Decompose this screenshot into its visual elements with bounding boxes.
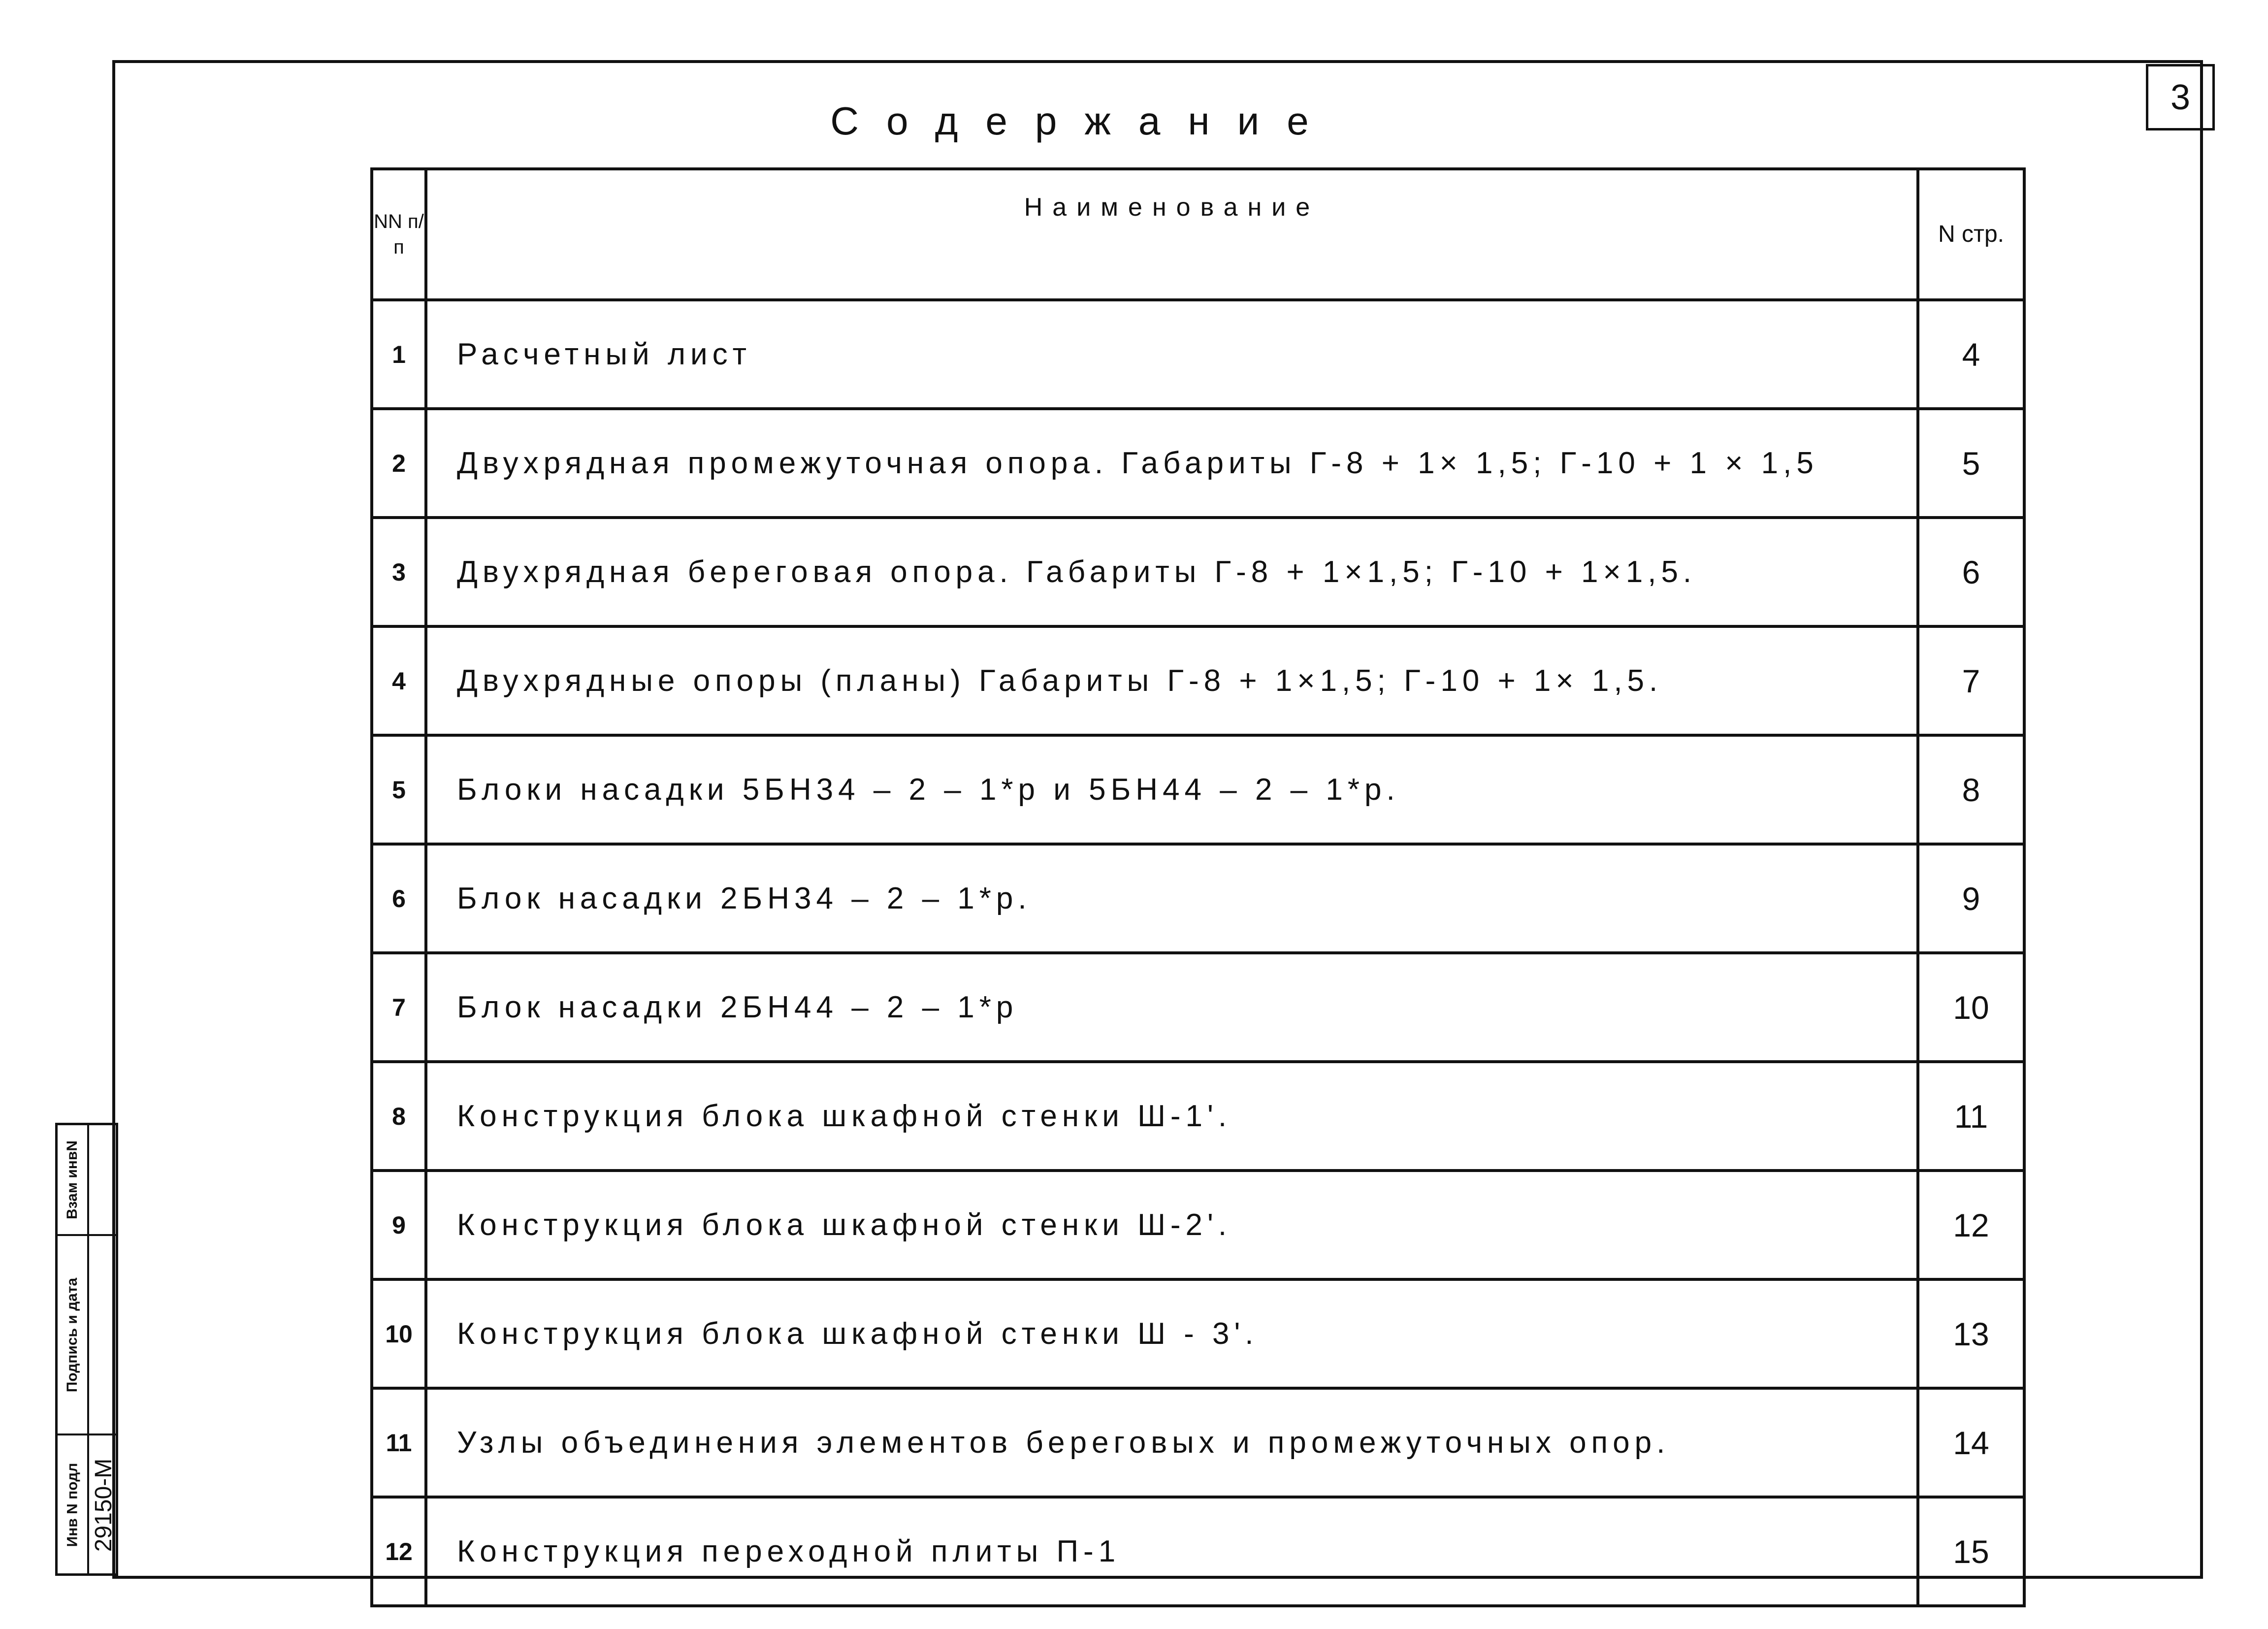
table-row <box>372 953 2024 1062</box>
header-page: N стр. <box>1918 169 2024 300</box>
stamp-label-inventory: Инв N подл <box>64 1463 80 1547</box>
row-number: 7 <box>372 953 426 1062</box>
stamp-cell <box>89 1236 118 1435</box>
row-name: Двухрядная береговая опора. Габариты Г-8 + 1×1,5; Г-10 + 1×1,5. <box>426 518 1918 626</box>
table-row <box>372 409 2024 518</box>
contents-table <box>370 167 2026 1607</box>
row-number: 3 <box>372 518 426 626</box>
row-page: 7 <box>1918 626 2024 735</box>
header-number: NN п/п <box>372 169 426 300</box>
row-name: Конструкция переходной плиты П-1 <box>426 1497 1918 1606</box>
row-name: Конструкция блока шкафной стенки Ш-2'. <box>426 1171 1918 1279</box>
row-name: Конструкция блока шкафной стенки Ш-1'. <box>426 1062 1918 1171</box>
inventory-number: 29150-М <box>91 1458 117 1552</box>
row-number: 10 <box>372 1279 426 1388</box>
row-name: Двухрядная промежуточная опора. Габариты Г-8 + 1× 1,5; Г-10 + 1 × 1,5 <box>426 409 1918 518</box>
row-page: 14 <box>1918 1388 2024 1497</box>
stamp-cell <box>58 1125 87 1236</box>
archive-stamp <box>55 1123 118 1576</box>
stamp-cell <box>89 1125 118 1236</box>
row-page: 8 <box>1918 735 2024 844</box>
table-row <box>372 518 2024 626</box>
stamp-cell <box>58 1435 87 1574</box>
table-header-row <box>372 169 2024 300</box>
table-row <box>372 1171 2024 1279</box>
row-page: 10 <box>1918 953 2024 1062</box>
sheet-number <box>2146 64 2215 130</box>
table-row <box>372 844 2024 953</box>
table-row <box>372 1388 2024 1497</box>
row-page: 12 <box>1918 1171 2024 1279</box>
row-page: 11 <box>1918 1062 2024 1171</box>
row-name: Блок насадки 2БН34 – 2 – 1*р. <box>426 844 1918 953</box>
row-page: 9 <box>1918 844 2024 953</box>
stamp-label-signature: Подпись и дата <box>64 1277 81 1392</box>
stamp-label-replacement: Взам инвN <box>64 1140 81 1219</box>
row-page: 15 <box>1918 1497 2024 1606</box>
row-name: Узлы объединения элементов береговых и промежуточных опор. <box>426 1388 1918 1497</box>
row-number: 12 <box>372 1497 426 1606</box>
row-page: 5 <box>1918 409 2024 518</box>
sheet-number-text: 3 <box>2170 77 2191 117</box>
row-number: 6 <box>372 844 426 953</box>
table-row <box>372 1279 2024 1388</box>
stamp-values-column <box>89 1125 118 1573</box>
row-number: 2 <box>372 409 426 518</box>
row-name: Расчетный лист <box>426 300 1918 409</box>
row-number: 11 <box>372 1388 426 1497</box>
row-number: 9 <box>372 1171 426 1279</box>
table-row <box>372 626 2024 735</box>
table-row <box>372 1062 2024 1171</box>
row-number: 8 <box>372 1062 426 1171</box>
row-name: Двухрядные опоры (планы) Габариты Г-8 + 1×1,5; Г-10 + 1× 1,5. <box>426 626 1918 735</box>
table-row <box>372 1497 2024 1606</box>
table-row <box>372 735 2024 844</box>
row-name: Блоки насадки 5БН34 – 2 – 1*р и 5БН44 – 2 – 1*р. <box>426 735 1918 844</box>
row-name: Блок насадки 2БН44 – 2 – 1*р <box>426 953 1918 1062</box>
page-title: Содержание <box>830 99 1336 143</box>
row-number: 1 <box>372 300 426 409</box>
stamp-cell <box>89 1435 118 1574</box>
stamp-labels-column <box>58 1125 89 1573</box>
header-name: Наименование <box>426 169 1918 300</box>
row-number: 5 <box>372 735 426 844</box>
row-page: 13 <box>1918 1279 2024 1388</box>
row-page: 4 <box>1918 300 2024 409</box>
stamp-cell <box>58 1236 87 1435</box>
row-page: 6 <box>1918 518 2024 626</box>
row-name: Конструкция блока шкафной стенки Ш - 3'. <box>426 1279 1918 1388</box>
table-row <box>372 300 2024 409</box>
row-number: 4 <box>372 626 426 735</box>
